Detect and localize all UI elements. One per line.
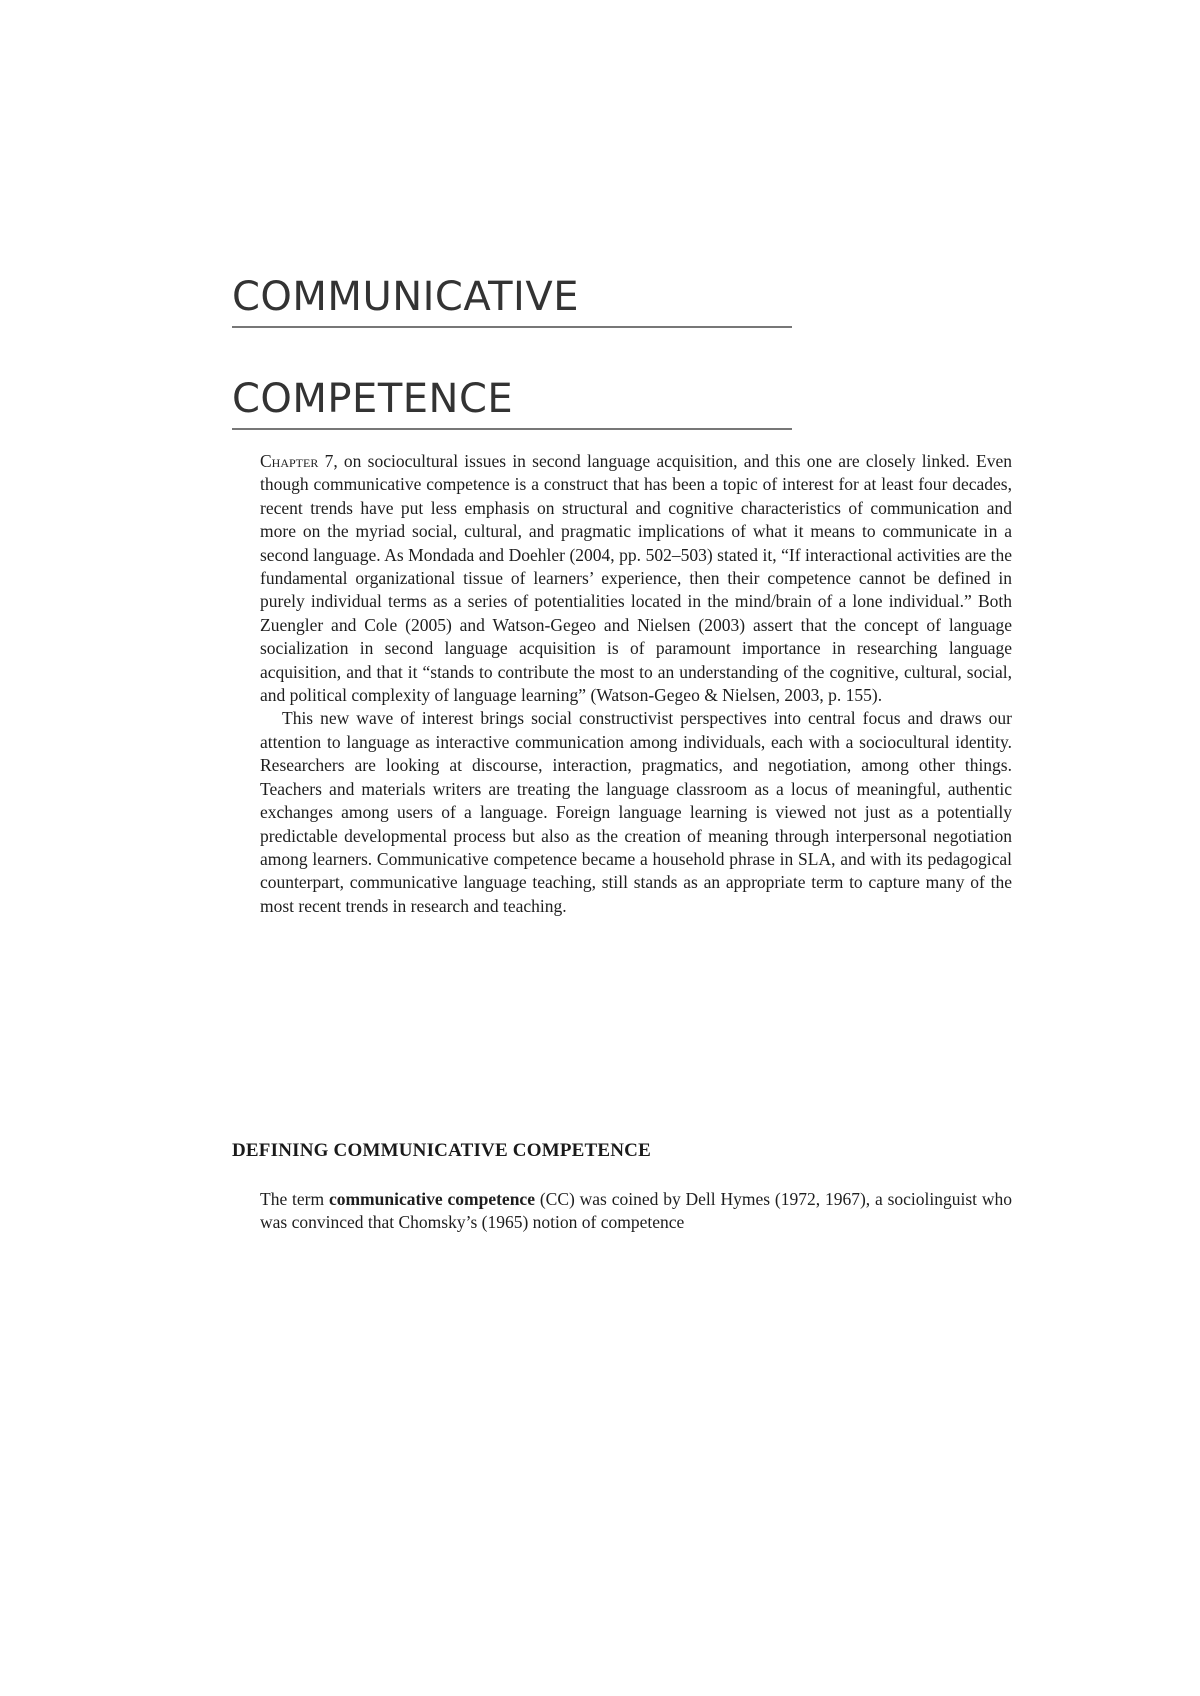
section-body	[260, 1188, 1012, 1235]
chapter-title-text-2: COMPETENCE	[232, 376, 514, 422]
intro-body	[260, 450, 1012, 918]
intro-paragraph-1	[260, 450, 1012, 707]
section-paragraph-1-after: (CC) was coined by Dell Hymes (1972, 1967), a sociolinguist who was convinced that Chomsky’s (1965) notion of competence	[260, 1189, 1013, 1233]
section-paragraph-1-before: The term	[260, 1189, 329, 1209]
section-paragraph-1	[260, 1188, 1012, 1235]
intro-paragraph-1-text: 7, on sociocultural issues in second language acquisition, and this one are closely linked. Even though communicative competence is a construct that has been a topic of interest for at least four decades, recent trends have put less emphasis on structural and cognitive characteristics of communication and more on the myriad social, cultural, and pragmatic implications of what it means to communicate in a second language. As Mondada and Doehler (2004, pp. 502–503) stated it, “If interactional activities are the fundamental organizational tissue of learners’ experience, then their competence cannot be defined in purely individual terms as a series of potentialities located in the mind/brain of a lone individual.” Both Zuengler and Cole (2005) and Watson-Gegeo and Nielsen (2003) assert that the concept of language socialization in second language acquisition is of paramount importance in researching language acquisition, and that it “stands to contribute the most to an understanding of the cognitive, cultural, social, and political complexity of language learning” (Watson-Gegeo & Nielsen, 2003, p. 155).	[260, 451, 1012, 706]
chapter-title-line-2	[232, 348, 792, 430]
section-heading: DEFINING COMMUNICATIVE COMPETENCE	[232, 1140, 651, 1161]
key-term: communicative competence	[328, 1189, 535, 1209]
chapter-title-text-1: COMMUNICATIVE	[232, 274, 579, 320]
chapter-title-line-1	[232, 246, 792, 328]
chapter-reference-lead: Chapter	[260, 451, 319, 471]
chapter-title	[232, 246, 792, 430]
intro-paragraph-2: This new wave of interest brings social constructivist perspectives into central focus and draws our attention to language as interactive communication among individuals, each with a sociocultural identity. Researchers are looking at discourse, interaction, pragmatics, and negotiation, among other things. Teachers and materials writers are treating the language classroom as a locus of meaningful, authentic exchanges among users of a language. Foreign language learning is viewed not just as a potentially predictable developmental process but also as the creation of meaning through interpersonal negotiation among learners. Communicative competence became a household phrase in SLA, and with its pedagogical counterpart, communicative language teaching, still stands as an appropriate term to capture many of the most recent trends in research and teaching.	[260, 708, 1012, 916]
